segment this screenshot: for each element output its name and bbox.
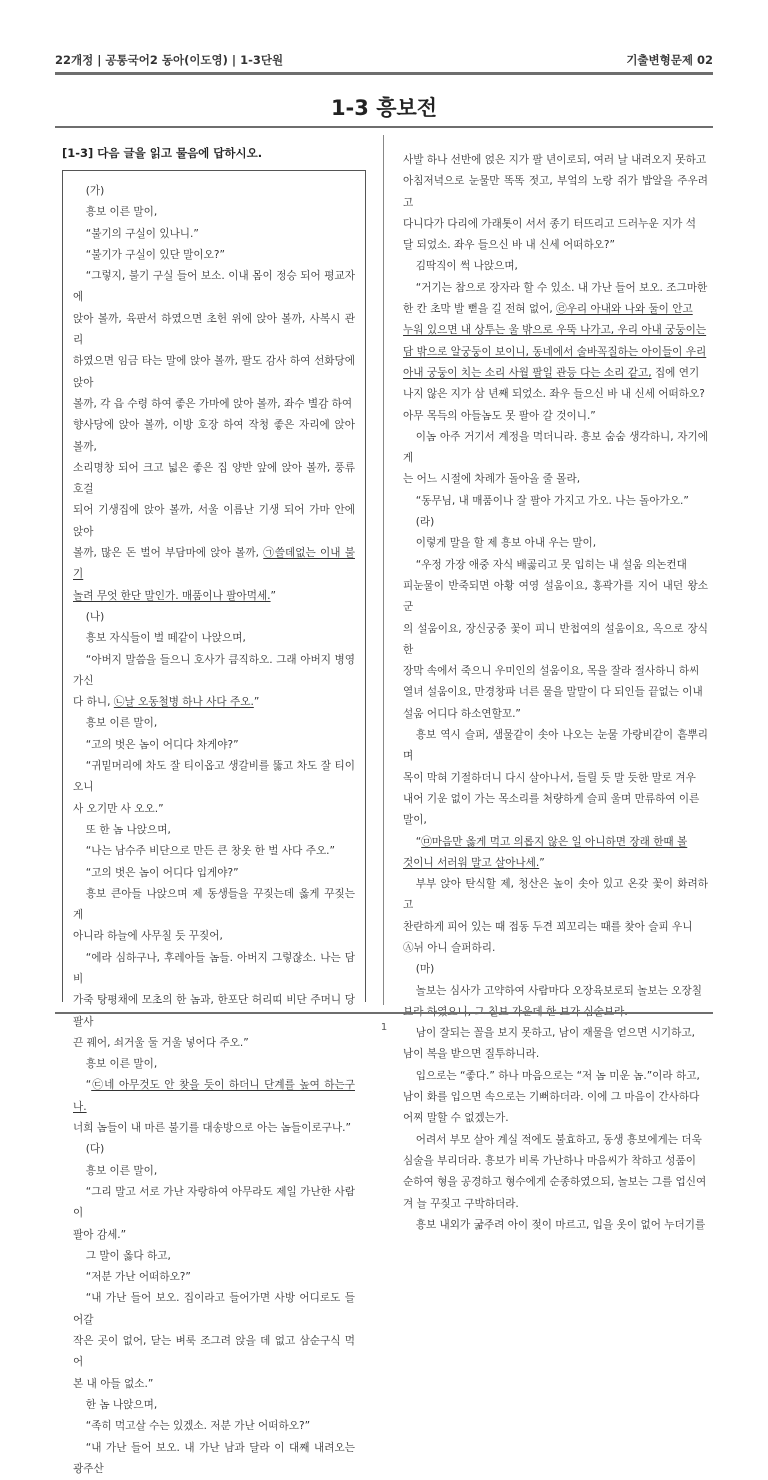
- text-line: “불기의 구실이 있나니.”: [85, 227, 199, 240]
- underlined-phrase: 아내 궁둥이 치는 소리 사월 팔일 관등 다는 소리 같고,: [403, 366, 652, 379]
- text-line: 목이 막혀 기절하더니 다시 살아나서, 들릴 듯 말 듯한 말로 겨우: [403, 771, 696, 784]
- underlined-phrase: ㉢네 아무것도 안 찾을 듯이 하더니 단계를 높여 하는구나.: [73, 1079, 355, 1113]
- text-line: 되어 기생집에 앉아 볼까, 서울 이름난 기생 되어 가마 안에 앉아: [73, 504, 355, 538]
- text-line: 팔아 감세.”: [73, 1228, 127, 1241]
- text-line: 사 오기만 사 오오.”: [73, 802, 164, 815]
- text-line: 심술을 부리더라. 흥보가 비록 가난하나 마음씨가 착하고 성품이: [403, 1154, 697, 1167]
- text-line: 앉아 볼까, 육판서 하였으면 초헌 위에 앉아 볼까, 사복시 관리: [73, 312, 355, 347]
- text-line: 소리명창 되어 크고 넓은 좋은 집 양반 앞에 앉아 볼까, 풍류 호걸: [73, 461, 355, 496]
- text-line: 어찌 말할 수 없겠는가.: [403, 1112, 509, 1125]
- text-line: “우정 가장 애중 자식 배곯리고 못 입히는 내 설움 의논컨대: [415, 558, 687, 571]
- underlined-phrase: ㉡날 오동철병 하나 사다 주오.: [113, 696, 254, 709]
- passage-right-column: [403, 150, 708, 1236]
- text-line: 달 되었소. 좌우 들으신 바 내 신세 어떠하오?”: [403, 239, 616, 252]
- text-line: 한 놈 나앉으며,: [85, 1398, 158, 1411]
- text-line: 흥보 이른 말이,: [85, 717, 158, 730]
- text-line: 남이 잘되는 꼴을 보지 못하고, 남이 재물을 얻으면 시기하고,: [415, 1027, 695, 1040]
- text-line: [403, 342, 708, 363]
- text-line: “족히 먹고살 수는 있겠소. 저분 가난 어떠하오?”: [85, 1420, 311, 1433]
- passage-box-left: [62, 170, 366, 1475]
- text-line: “고의 벗은 놈이 어디다 입게야?”: [85, 866, 239, 879]
- text-line: 것이니 서러워 말고 살아나세.”: [403, 856, 545, 869]
- text-line: 가죽 탕평채에 모초의 한 놈과, 한포단 허리띠 비단 주머니 당팔사: [73, 994, 355, 1028]
- text-line: “동무님, 내 매품이나 잘 팔아 가지고 가오. 나는 돌아가오.”: [415, 494, 689, 507]
- text-line: “그리 말고 서로 가난 자랑하여 아무라도 제일 가난한 사람이: [73, 1185, 355, 1220]
- text-line: 는 어느 시절에 차례가 돌아올 줄 몰라,: [403, 473, 581, 486]
- text-line: 또 한 놈 나앉으며,: [85, 823, 171, 836]
- text-line: [403, 320, 708, 341]
- underlined-phrase: 담 밖으로 알궁둥이 보이니, 동네에서 술바꼭질하는 아이들이 우리: [403, 345, 707, 358]
- underlined-phrase: 누워 있으면 내 상투는 울 밖으로 우뚝 나가고, 우리 아내 궁둥이는: [403, 324, 707, 337]
- column-divider: [383, 135, 384, 1005]
- page-header: [55, 48, 713, 70]
- text-line: 입으로는 “좋다.” 하나 마음으로는 “저 놈 미운 놈.”이라 하고,: [415, 1069, 700, 1082]
- text-line: “내 가난 들어 보오. 내 가난 남과 달라 이 대째 내려오는 광주산: [73, 1441, 355, 1475]
- text-line: 부부 앉아 탄식할 제, 청산은 높이 솟아 있고 온갖 꽃이 화려하고: [403, 878, 708, 912]
- header-doc-label: 기출변형문제 02: [626, 53, 713, 67]
- text-line: 장막 속에서 죽으니 우미인의 설움이요, 목을 잘라 절사하니 하씨: [403, 665, 700, 678]
- text-line: 흥보 이른 말이,: [85, 206, 158, 219]
- text-line: 한 칸 초막 발 뻗을 길 전혀 없어, ㉣우리 아내와 나와 둘이 안고: [403, 303, 693, 316]
- text-line: 찬란하게 피어 있는 때 접동 두견 꾀꼬리는 때를 찾아 슬피 우니: [403, 920, 693, 933]
- text-line: 작은 곳이 없어, 닫는 벼룩 조그려 앉을 데 없고 삼순구식 먹어: [73, 1335, 355, 1369]
- text-line: 향사당에 앉아 볼까, 이방 호장 하여 작청 좋은 자리에 앉아 볼까,: [73, 419, 355, 453]
- text-line: (라): [415, 516, 435, 529]
- text-line: 내어 기운 없이 가는 목소리를 처량하게 슬피 울며 만류하여 이른: [403, 792, 700, 805]
- text-line: 피눈물이 반죽되면 아황 여영 설움이요, 홍곽가를 지어 내던 왕소군: [403, 579, 708, 614]
- text-line: 순하여 형을 공경하고 형수에게 순종하였으되, 놀보는 그를 업신여: [403, 1176, 707, 1189]
- text-line: 이놈 아주 거기서 계정을 먹더니라. 흥보 숨숨 생각하니, 자기에게: [403, 430, 708, 465]
- text-line: 열녀 설움이요, 만경창파 너른 물을 말말이 다 되인들 끝없는 이내: [403, 686, 703, 699]
- text-line: 아니라 하늘에 사무칠 듯 꾸짖어,: [73, 930, 223, 943]
- underlined-phrase: ㉣우리 아내와 나와 둘이 안고: [556, 303, 693, 316]
- text-line: 다 하니, ㉡날 오동철병 하나 사다 주오.”: [73, 696, 260, 709]
- underlined-phrase: ㉤마음만 옳게 먹고 의롭지 않은 일 아니하면 장래 한때 볼: [421, 835, 688, 848]
- text-line: 끈 꿰어, 쇠거울 둘 거울 넣어다 주오.”: [73, 1036, 249, 1049]
- passage-right-text: [403, 150, 708, 1236]
- question-instruction: [1-3] 다음 글을 읽고 물음에 답하시오.: [62, 146, 263, 160]
- text-line: (나): [85, 610, 105, 623]
- text-line: 남이 화를 입으면 속으로는 기뻐하더라. 이에 그 마음이 간사하다: [403, 1091, 700, 1104]
- text-line: “저분 가난 어떠하오?”: [85, 1271, 191, 1284]
- text-line: 어려서 부모 살아 계실 적에도 불효하고, 동생 흥보에게는 더욱: [415, 1133, 702, 1146]
- text-line: 하였으면 임금 타는 말에 앉아 볼까, 팔도 감사 하여 선화당에 앉아: [73, 355, 355, 389]
- text-line: “거기는 참으로 장자라 할 수 있소. 내 가난 들어 보오. 조그마한: [415, 281, 708, 294]
- text-line: 사발 하나 선반에 얹은 지가 팔 년이로되, 여러 날 내려오지 못하고: [403, 154, 707, 166]
- text-line: “고의 벗은 놈이 어디다 차게야?”: [85, 738, 239, 751]
- title-rule: [55, 126, 713, 128]
- text-line: 볼까, 각 읍 수령 하여 좋은 가마에 앉아 볼까, 좌수 별감 하여: [73, 397, 353, 410]
- text-line: 겨 늘 꾸짖고 구박하더라.: [403, 1197, 519, 1210]
- text-line: “귀밑머리에 차도 잘 티이옵고 생갈비를 뚫고 차도 잘 티이오니: [73, 760, 355, 794]
- text-line: 설움 어디다 하소연할꼬.”: [403, 707, 521, 720]
- header-course-info: 22개정 | 공통국어2 동아(이도영) | 1-3단원: [55, 53, 284, 67]
- passage-left-text: [73, 181, 355, 1480]
- text-line: 놀보는 심사가 고약하여 사람마다 오장육보로되 놀보는 오장칠: [415, 984, 702, 997]
- text-line: “㉤마음만 옳게 먹고 의롭지 않은 일 아니하면 장래 한때 볼: [415, 835, 688, 848]
- text-line: 다니다가 다리에 가래톳이 서서 종기 터뜨리고 드러누운 지가 석: [403, 217, 697, 230]
- text-line: (마): [415, 963, 435, 976]
- underlined-phrase: ㉠쓸데없는 이내 불기: [73, 547, 355, 581]
- text-line: (가): [85, 185, 105, 197]
- text-line: 흥보 이른 말이,: [85, 1164, 158, 1177]
- text-line: “불기가 구실이 있단 말이오?”: [85, 248, 225, 261]
- header-rule: [55, 72, 713, 75]
- text-line: 남이 복을 받으면 질투하니라.: [403, 1048, 540, 1061]
- text-line: 아내 궁둥이 치는 소리 사월 팔일 관등 다는 소리 같고, 집에 연기: [403, 366, 700, 379]
- text-line: 나지 않은 지가 삼 년째 되었소. 좌우 들으신 바 내 신세 어떠하오?: [403, 388, 705, 401]
- text-line: “나는 남수주 비단으로 만든 큰 창옷 한 벌 사다 주오.”: [85, 845, 336, 858]
- text-line: 김딱직이 썩 나앉으며,: [415, 260, 518, 273]
- text-line: “아버지 말씀을 들으니 호사가 큼직하오. 그래 아버지 병영 가신: [73, 653, 355, 687]
- text-line: 이렇게 말을 할 제 흥보 아내 우는 말이,: [415, 537, 597, 550]
- text-line: 놀려 무엇 한단 말인가. 매품이나 팔아먹세.”: [73, 589, 277, 602]
- text-line: 말이,: [403, 814, 427, 827]
- underlined-phrase: 것이니 서러워 말고 살아나세.: [403, 856, 540, 869]
- footer-rule: [55, 1012, 713, 1014]
- text-line: “에라 심하구나, 후레아들 놈들. 아버지 그렇잖소. 나는 담비: [73, 951, 355, 985]
- page-title: 1-3 흥보전: [330, 96, 438, 120]
- text-line: 흥보 역시 슬퍼, 샘물같이 솟아 나오는 눈물 가랑비같이 흩뿌리며: [403, 729, 708, 763]
- text-line: 볼까, 많은 돈 벌어 부담마에 앉아 볼까, ㉠쓸데없는 이내 불기: [73, 547, 355, 581]
- text-line: “그렇지, 불기 구실 들어 보소. 이내 몸이 정승 되어 평교자에: [73, 270, 355, 304]
- text-line: 그 말이 옳다 하고,: [85, 1249, 171, 1262]
- text-line: “㉢네 아무것도 안 찾을 듯이 하더니 단계를 높여 하는구나.: [73, 1079, 355, 1113]
- text-line: Ⓐ뉘 아니 슬퍼하리.: [403, 941, 496, 954]
- text-line: 흥보 내외가 굶주려 아이 젖이 마르고, 입을 옷이 없어 누더기를: [415, 1218, 706, 1231]
- text-line: 본 내 아들 없소.”: [73, 1377, 154, 1390]
- text-line: 흥보 이른 말이,: [85, 1058, 158, 1071]
- text-line: 아침저녁으로 눈물만 똑똑 젓고, 부엌의 노랑 쥐가 밥알을 주우려고: [403, 175, 708, 209]
- text-line: 너희 놈들이 내 마른 불기를 대송방으로 아는 놈들이로구나.”: [73, 1122, 352, 1135]
- text-line: 흥보 자식들이 벌 떼같이 나앉으며,: [85, 632, 246, 645]
- text-line: 흥보 큰아들 나앉으며 제 동생들을 꾸짖는데 옳게 꾸짖는 게: [73, 887, 355, 922]
- text-line: (다): [85, 1143, 105, 1156]
- text-line: 아무 목득의 아들놈도 못 팔아 갈 것이니.”: [403, 409, 596, 422]
- page-number: 1: [380, 1022, 388, 1033]
- underlined-phrase: 놀려 무엇 한단 말인가. 매품이나 팔아먹세.: [73, 589, 271, 602]
- text-line: 의 설움이요, 장신궁중 꽃이 피니 반첩여의 설움이요, 옥으로 장식한: [403, 622, 708, 656]
- text-line: “내 가난 들어 보오. 집이라고 들어가면 사방 어디로도 들어갈: [73, 1292, 355, 1326]
